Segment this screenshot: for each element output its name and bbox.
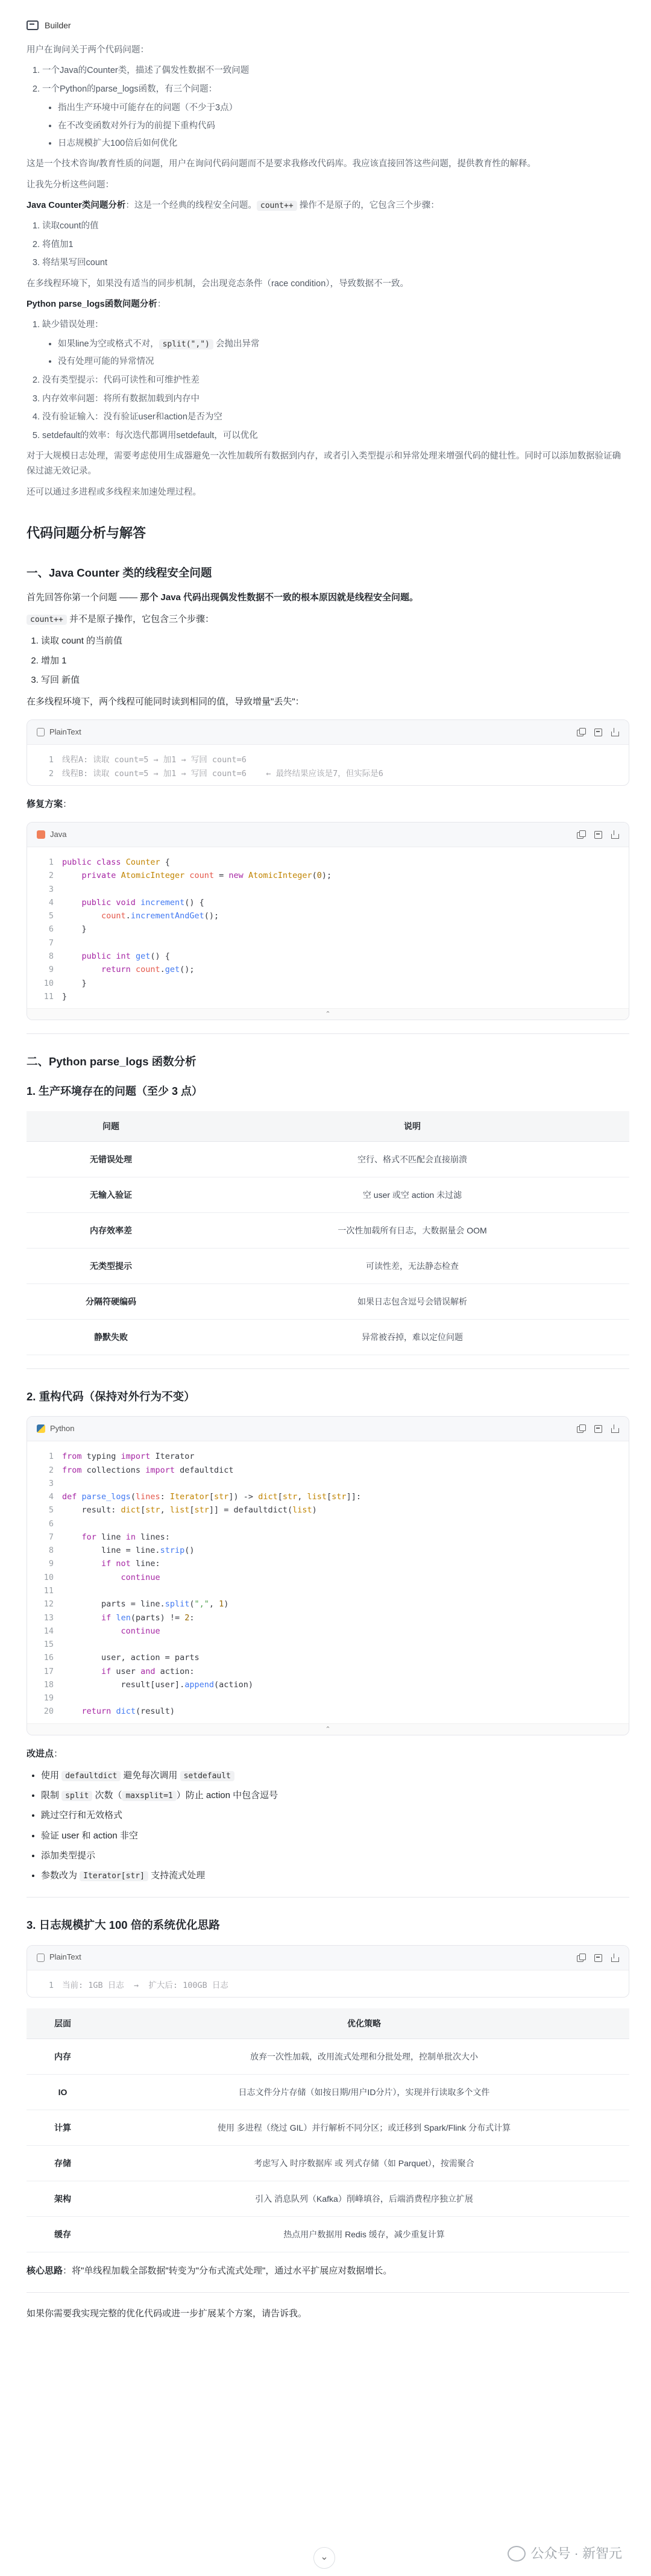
download-icon[interactable]	[611, 1424, 619, 1433]
py-issue: 5. setdefault的效率：每次迭代都调用setdefault，可以优化	[42, 428, 629, 443]
java-step: 2. 将值加1	[42, 237, 629, 252]
think-java-heading: Java Counter类问题分析：这是一个经典的线程安全问题。 count++ 操作不是原子的，它包含三个步骤：	[27, 201, 439, 210]
table-cell-value: 空行、格式不匹配会直接崩溃	[195, 1141, 629, 1177]
think-item: 1. 一个Java的Counter类，描述了偶发性数据不一致问题	[42, 63, 629, 78]
download-icon[interactable]	[611, 830, 619, 839]
subsection-title: 3. 日志规模扩大 100 倍的系统优化思路	[27, 1919, 220, 1932]
py-issue: 4. 没有验证输入：没有验证user和action是否为空	[42, 410, 629, 425]
table-cell-key: 无输入验证	[27, 1177, 195, 1212]
thinking-block	[27, 43, 629, 500]
table-cell-key: 无错误处理	[27, 1141, 195, 1177]
watermark-text: 公众号 · 新智元	[530, 2545, 622, 2561]
list-item: • 跳过空行和无效格式	[41, 1808, 629, 1823]
document-icon	[37, 1954, 45, 1962]
table-header: 问题	[27, 1111, 195, 1142]
answer-paragraph: 首先回答你第一个问题 —— 那个 Java 代码出现偶发性数据不一致的根本原因就是线程安全问题。	[27, 592, 419, 603]
builder-header	[27, 13, 629, 37]
list-item: • 参数改为 Iterator[str] 支持流式处理	[41, 1868, 629, 1884]
table-cell-value: 空 user 或空 action 未过滤	[195, 1177, 629, 1212]
wrap-icon[interactable]	[594, 728, 602, 736]
copy-icon[interactable]	[577, 728, 585, 736]
inline-code: count++	[27, 615, 67, 625]
table-row	[27, 1283, 629, 1319]
fix-label: 修复方案：	[27, 798, 72, 809]
py-issue: 1. 缺少错误处理： • 如果line为空或格式不对， split(",") 会抛出异常 • 没有处理可能的异常情况	[42, 318, 629, 369]
table-row	[27, 2217, 629, 2252]
code-block-header	[27, 823, 629, 847]
table-row	[27, 1141, 629, 1177]
code-language: PlainText	[49, 1952, 81, 1962]
table-row	[27, 1319, 629, 1355]
java-step: 3. 将结果写回count	[42, 255, 629, 271]
table-cell-value: 如果日志包含逗号会错误解析	[195, 1283, 629, 1319]
table-row	[27, 1177, 629, 1212]
table-cell-value: 日志文件分片存储（如按日期/用户ID分片），实现并行读取多个文件	[99, 2075, 629, 2110]
code-block-header	[27, 720, 629, 745]
think-subitem: • 日志规模扩大100倍后如何优化	[58, 136, 629, 151]
table-cell-key: 内存	[27, 2039, 99, 2075]
table-cell-key: 静默失败	[27, 1319, 195, 1355]
think-intro: 用户在询问关于两个代码问题：	[27, 45, 149, 55]
inline-code: split	[61, 1791, 92, 1801]
py-subissue: • 如果line为空或格式不对， split(",") 会抛出异常	[58, 337, 629, 352]
divider	[27, 1897, 629, 1898]
answer-step: 2. 增加 1	[41, 653, 629, 669]
code-block	[27, 719, 629, 786]
copy-icon[interactable]	[577, 1424, 585, 1433]
think-item: 2. 一个Python的parse_logs函数，有三个问题： • 指出生产环境中可能存在的问题（不少于3点） • 在不改变函数对外行为的前提下重构代码 • 日志规模扩大100倍后如何优化	[42, 82, 629, 152]
inline-code: split(",")	[159, 339, 213, 349]
table-row	[27, 2039, 629, 2075]
table-cell-key: 缓存	[27, 2217, 99, 2252]
think-paragraph: 对于大规模日志处理，需要考虑使用生成器避免一次性加载所有数据到内存，或者引入类型提示和异常处理来增强代码的健壮性。同时可以添加数据验证确保过滤无效记录。	[27, 451, 621, 477]
code-content: 1 public class Counter { 2 private AtomicInteger count = new AtomicInteger(0); 3 4 public void increment() { 5 count.incrementAndGet(); 6 } 7 8 public int get() { 9 return count.get(); 10 } 11 }	[43, 857, 332, 1001]
table-cell-key: 内存效率差	[27, 1212, 195, 1248]
py-issue: 2. 没有类型提示：代码可读性和可维护性差	[42, 373, 629, 388]
code-block	[27, 1945, 629, 1998]
inline-code: count++	[257, 201, 297, 211]
builder-icon	[27, 20, 39, 30]
table-cell-key: 架构	[27, 2181, 99, 2217]
download-icon[interactable]	[611, 1954, 619, 1962]
list-item: • 限制 split 次数（ maxsplit=1 ）防止 action 中包含逗号	[41, 1788, 629, 1804]
divider	[27, 1368, 629, 1369]
table-cell-value: 一次性加载所有日志，大数据量会 OOM	[195, 1212, 629, 1248]
answer-title: 代码问题分析与解答	[27, 525, 146, 541]
document-icon	[37, 728, 45, 736]
table-cell-key: 分隔符硬编码	[27, 1283, 195, 1319]
code-block-header	[27, 1946, 629, 1970]
collapse-button[interactable]: ⌃	[27, 1723, 629, 1735]
section-title: 一、Java Counter 类的线程安全问题	[27, 566, 212, 579]
python-icon	[37, 1424, 45, 1433]
answer-step: 3. 写回 新值	[41, 672, 629, 688]
copy-icon[interactable]	[577, 1954, 585, 1962]
watermark	[508, 2542, 622, 2566]
table-header: 层面	[27, 2008, 99, 2039]
table-row	[27, 1248, 629, 1283]
core-idea: 核心思路：将"单线程加载全部数据"转变为"分布式流式处理"，通过水平扩展应对数据增长。	[27, 2266, 392, 2277]
inline-code: Iterator[str]	[80, 1871, 148, 1881]
code-block	[27, 1416, 629, 1735]
code-language: Python	[50, 1423, 75, 1433]
think-paragraph: 还可以通过多进程或多线程来加速处理过程。	[27, 487, 201, 497]
inline-code: defaultdict	[61, 1771, 121, 1781]
section-title: 二、Python parse_logs 函数分析	[27, 1055, 197, 1068]
inline-code: maxsplit=1	[122, 1791, 176, 1801]
table-cell-value: 引入 消息队列（Kafka）削峰填谷，后端消费程序独立扩展	[99, 2181, 629, 2217]
table-header: 说明	[195, 1111, 629, 1142]
divider	[27, 2292, 629, 2293]
think-py-heading: Python parse_logs函数问题分析：	[27, 299, 166, 309]
code-content: 1 线程A: 读取 count=5 → 加1 → 写回 count=6 2 线程B: 读取 count=5 → 加1 → 写回 count=6 ← 最终结果应该是7，但实际是6	[48, 755, 383, 779]
answer-step: 1. 读取 count 的当前值	[41, 633, 629, 649]
think-subitem: • 指出生产环境中可能存在的问题（不少于3点）	[58, 101, 629, 116]
list-item: • 添加类型提示	[41, 1848, 629, 1864]
py-subissue: • 没有处理可能的异常情况	[58, 354, 629, 369]
answer-paragraph: 在多线程环境下，两个线程可能同时读到相同的值，导致增量"丢失"：	[27, 697, 304, 707]
table-cell-key: 无类型提示	[27, 1248, 195, 1283]
improve-list	[27, 1768, 629, 1884]
closing-text: 如果你需要我实现完整的优化代码或进一步扩展某个方案，请告诉我。	[27, 2308, 307, 2319]
improve-label: 改进点：	[27, 1748, 63, 1759]
subsection-title: 1. 生产环境存在的问题（至少 3 点）	[27, 1085, 203, 1098]
table-cell-key: IO	[27, 2075, 99, 2110]
table-row	[27, 2181, 629, 2217]
table-row	[27, 2110, 629, 2146]
table-cell-key: 存储	[27, 2146, 99, 2181]
list-item: • 验证 user 和 action 非空	[41, 1828, 629, 1844]
java-step: 1. 读取count的值	[42, 219, 629, 234]
scroll-down-button[interactable]: ⌄	[313, 2547, 335, 2569]
table-cell-value: 放弃一次性加载，改用流式处理和分批处理，控制单批次大小	[99, 2039, 629, 2075]
think-paragraph: 在多线程环境下，如果没有适当的同步机制，会出现竞态条件（race condition），导致数据不一致。	[27, 278, 409, 289]
think-paragraph: 让我先分析这些问题：	[27, 180, 114, 190]
wrap-icon[interactable]	[594, 1424, 602, 1433]
table-cell-value: 异常被吞掉，难以定位问题	[195, 1319, 629, 1355]
table-header: 优化策略	[99, 2008, 629, 2039]
table-cell-value: 使用 多进程（绕过 GIL）并行解析不同分区；或迁移到 Spark/Flink 分布式计算	[99, 2110, 629, 2146]
java-icon	[37, 830, 45, 839]
table-cell-value: 热点用户数据用 Redis 缓存，减少重复计算	[99, 2217, 629, 2252]
code-content: 1 from typing import Iterator 2 from collections import defaultdict 3 4 def parse_logs(lines: Iterator[str]) -> dict[str, list[str]]: 5 result: dict[str, list[str]] = defaultdict(list) 6 7 for line in lines: 8 line = line.strip() 9 if not line: 10 continue 11 12 parts = line.split(",", 1) 13 if len(parts) != 2: 14 continue 15 16 user, action = parts 17 if user and action: 18 result[user].append(action) 19 20 return dict(result)	[43, 1452, 361, 1717]
code-language: PlainText	[49, 727, 81, 736]
optimization-table	[27, 2008, 629, 2252]
list-item: • 使用 defaultdict 避免每次调用 setdefault	[41, 1768, 629, 1784]
think-paragraph: 这是一个技术咨询/教育性质的问题，用户在询问代码问题而不是要求我修改代码库。我应该直接回答这些问题，提供教育性的解释。	[27, 159, 536, 169]
wechat-icon	[508, 2546, 526, 2562]
code-language: Java	[50, 829, 67, 839]
divider	[27, 1033, 629, 1034]
wrap-icon[interactable]	[594, 830, 602, 839]
table-cell-value: 考虑写入 时序数据库 或 列式存储（如 Parquet），按需聚合	[99, 2146, 629, 2181]
py-issue: 3. 内存效率问题：将所有数据加载到内存中	[42, 392, 629, 407]
table-row	[27, 2146, 629, 2181]
table-cell-key: 计算	[27, 2110, 99, 2146]
download-icon[interactable]	[611, 728, 619, 736]
code-block	[27, 822, 629, 1020]
table-row	[27, 2075, 629, 2110]
subsection-title: 2. 重构代码（保持对外行为不变）	[27, 1390, 195, 1403]
think-subitem: • 在不改变函数对外行为的前提下重构代码	[58, 119, 629, 134]
builder-label: Builder	[45, 20, 71, 30]
collapse-button[interactable]: ⌃	[27, 1008, 629, 1020]
copy-icon[interactable]	[577, 830, 585, 839]
issues-table	[27, 1111, 629, 1355]
wrap-icon[interactable]	[594, 1954, 602, 1962]
answer-paragraph: count++ 并不是原子操作，它包含三个步骤：	[27, 612, 629, 627]
answer-block	[27, 522, 629, 2322]
table-cell-value: 可读性差，无法静态检查	[195, 1248, 629, 1283]
code-block-header	[27, 1417, 629, 1441]
table-row	[27, 1212, 629, 1248]
code-content: 1 当前: 1GB 日志 → 扩大后: 100GB 日志	[48, 1980, 228, 1990]
inline-code: setdefault	[180, 1771, 234, 1781]
chat-content	[27, 13, 629, 2328]
